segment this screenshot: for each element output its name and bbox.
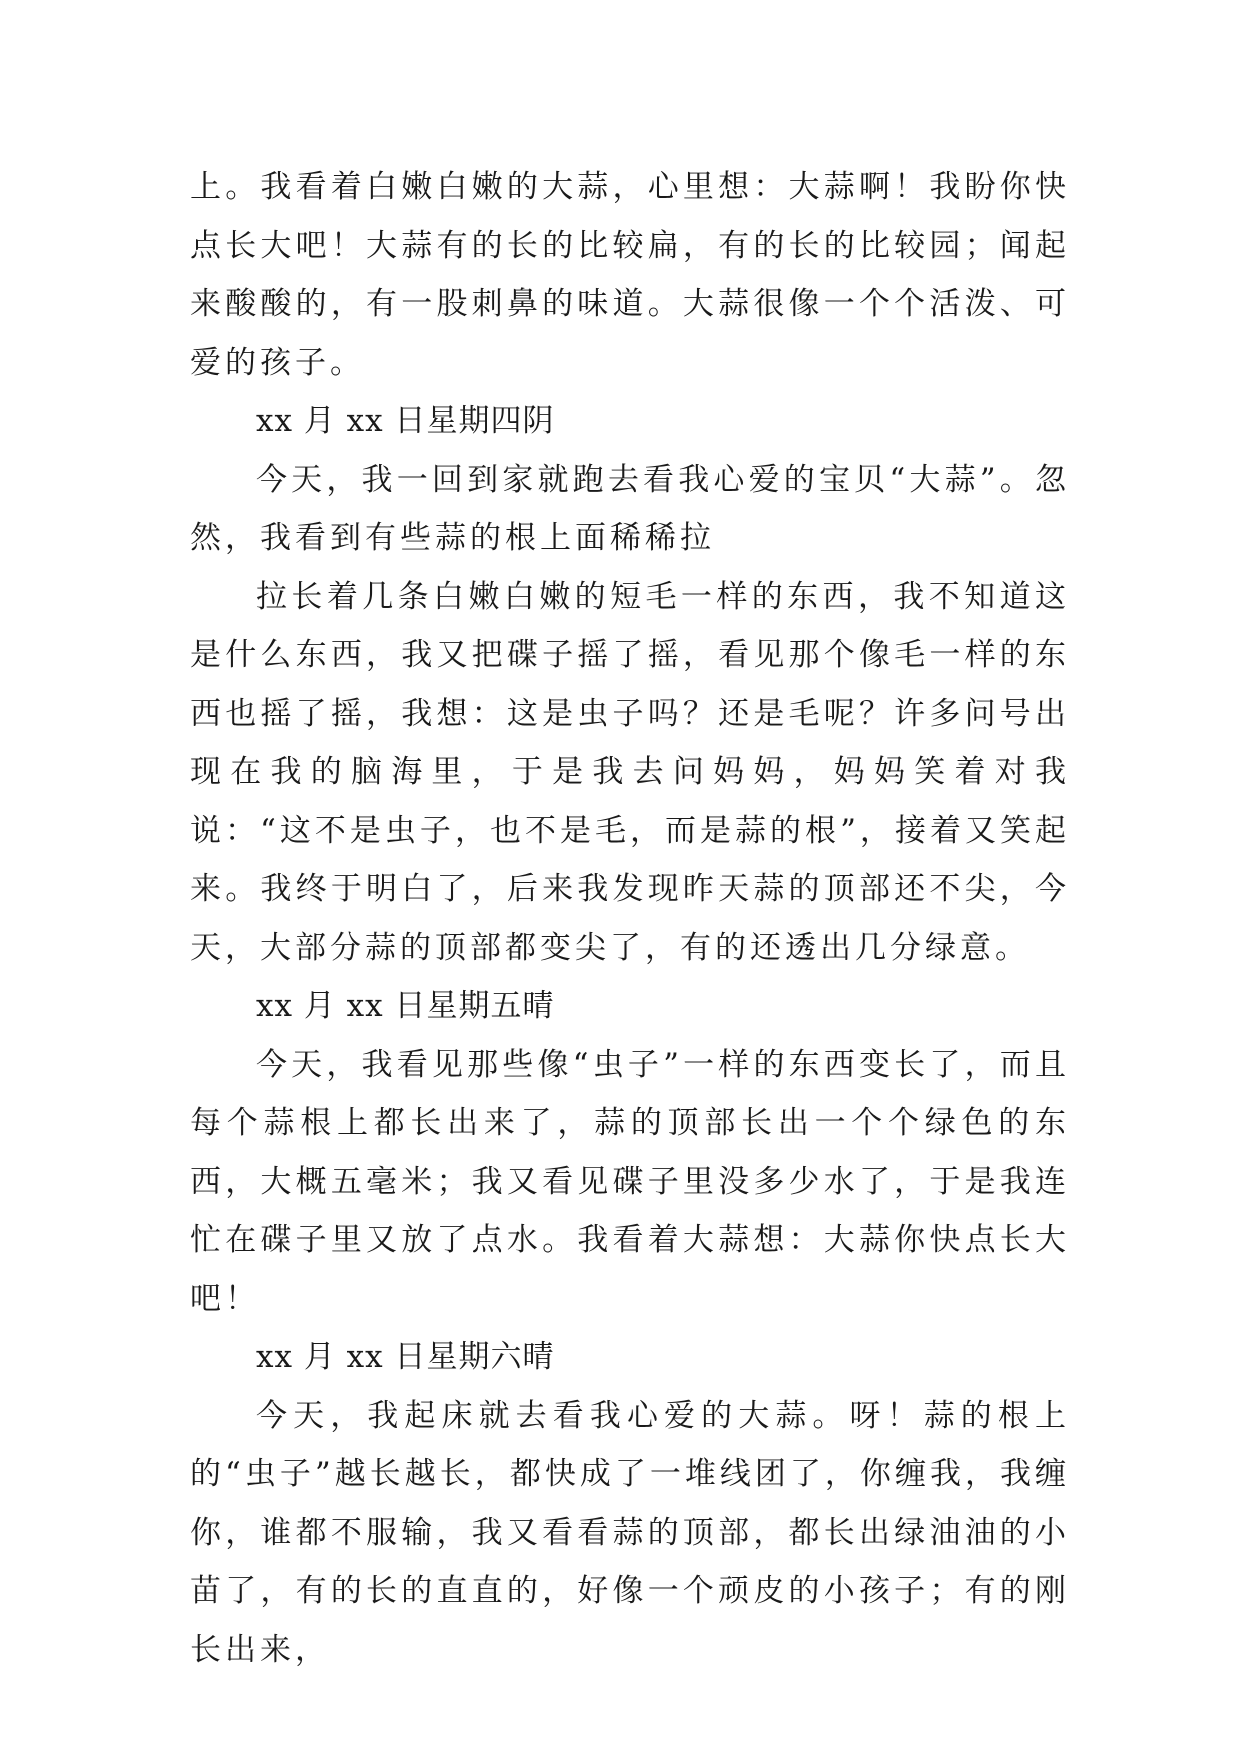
paragraph-3: 拉长着几条白嫩白嫩的短毛一样的东西，我不知道这是什么东西，我又把碟子摇了摇，看见那个像毛一样的东西也摇了摇，我想：这是虫子吗？还是毛呢？许多问号出现在我的脑海里，于是我去问妈妈，妈妈笑着对我说：“这不是虫子，也不是毛，而是蒜的根”，接着又笑起来。我终于明白了，后来我发现昨天蒜的顶部还不尖，今天，大部分蒜的顶部都变尖了，有的还透出几分绿意。 — [190, 578, 1070, 966]
diary-date-saturday: xx 月 xx 日星期六晴 — [256, 1339, 555, 1375]
paragraph-1: 上。我看着白嫩白嫩的大蒜，心里想：大蒜啊！我盼你快点长大吧！大蒜有的长的比较扁，有的长的比较园；闻起来酸酸的，有一股刺鼻的味道。大蒜很像一个个活泼、可爱的孩子。 — [190, 169, 1070, 381]
diary-date-friday: xx 月 xx 日星期五晴 — [256, 988, 555, 1024]
diary-text-body — [190, 158, 1070, 1679]
paragraph-2: 今天，我一回到家就跑去看我心爱的宝贝“大蒜”。忽然，我看到有些蒜的根上面稀稀拉 — [190, 461, 1070, 556]
paragraph-5: 今天，我起床就去看我心爱的大蒜。呀！蒜的根上的“虫子”越长越长，都快成了一堆线团了，你缠我，我缠你，谁都不服输，我又看看蒜的顶部，都长出绿油油的小苗了，有的长的直直的，好像一个顽皮的小孩子；有的刚长出来， — [190, 1397, 1070, 1668]
diary-date-thursday: xx 月 xx 日星期四阴 — [256, 403, 555, 439]
paragraph-4: 今天，我看见那些像“虫子”一样的东西变长了，而且每个蒜根上都长出来了，蒜的顶部长出一个个绿色的东西，大概五毫米；我又看见碟子里没多少水了，于是我连忙在碟子里又放了点水。我看着大蒜想：大蒜你快点长大吧！ — [190, 1046, 1070, 1317]
